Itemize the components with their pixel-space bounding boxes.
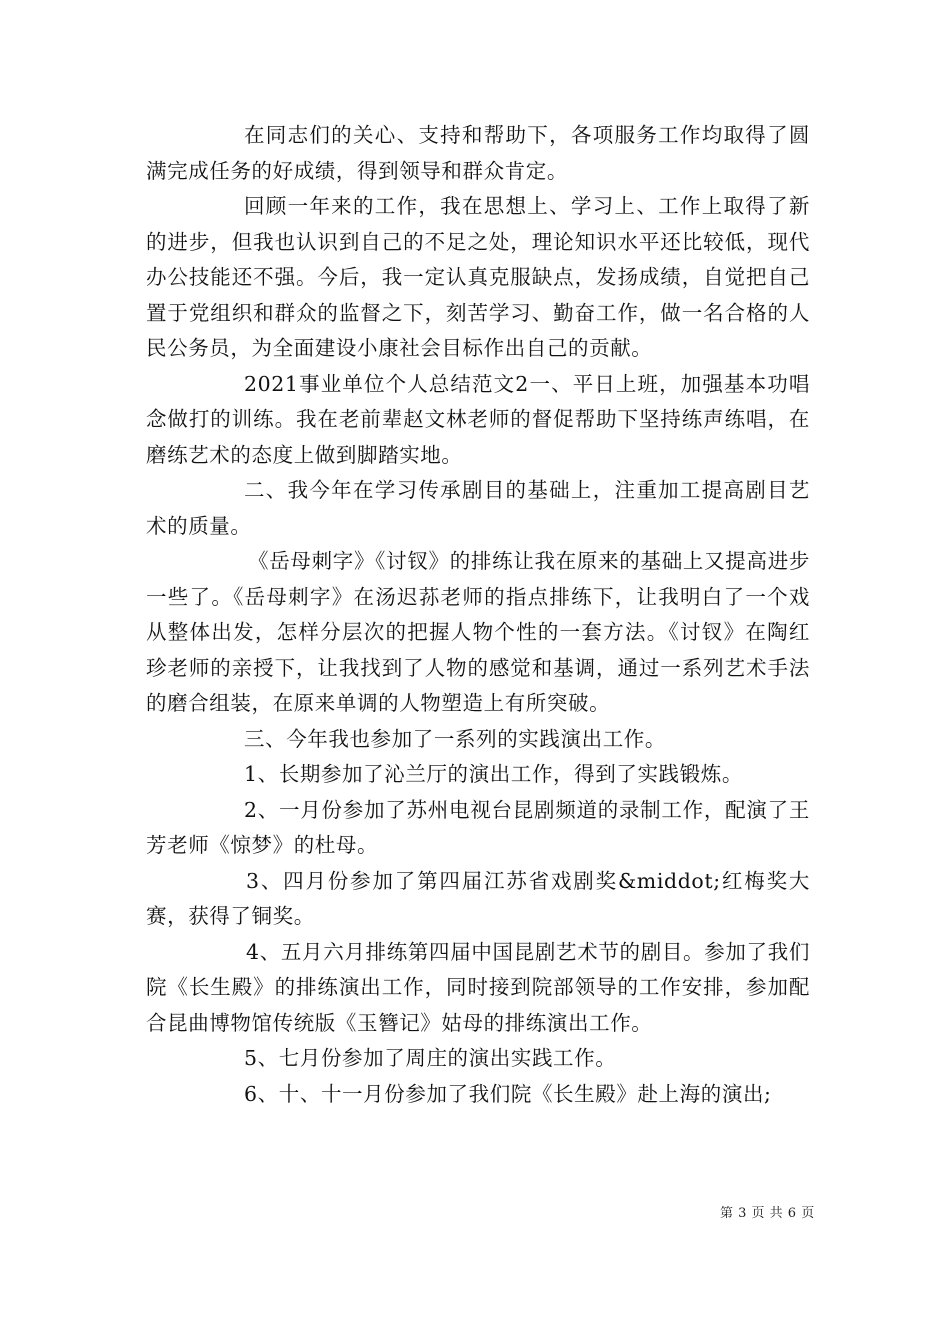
paragraph-7: 1、长期参加了沁兰厅的演出工作，得到了实践锻炼。: [244, 762, 743, 786]
paragraph-9: 3、四月份参加了第四届江苏省戏剧奖&middot;红梅奖大赛，获得了铜奖。: [146, 868, 810, 928]
paragraph-5: 《岳母刺字》《讨钗》的排练让我在原来的基础上又提高进步一些了。《岳母刺字》在汤迟荪老师的指点排练下，让我明白了一个戏从整体出发，怎样分层次的把握人物个性的一套方法。《讨钗》在陶红珍老师的亲授下，让我找到了人物的感觉和基调，通过一系列艺术手法的磨合组装，在原来单调的人物塑造上有所突破。: [146, 549, 810, 715]
document-body: [146, 118, 810, 1112]
paragraph-12: 6、十、十一月份参加了我们院《长生殿》赴上海的演出;: [244, 1081, 772, 1106]
paragraph-4: 二、我今年在学习传承剧目的基础上，注重加工提高剧目艺术的质量。: [146, 478, 810, 538]
paragraph-2: 回顾一年来的工作，我在思想上、学习上、工作上取得了新的进步，但我也认识到自己的不足之处，理论知识水平还比较低，现代办公技能还不强。今后，我一定认真克服缺点，发扬成绩，自觉把自己置于党组织和群众的监督之下，刻苦学习、勤奋工作，做一名合格的人民公务员，为全面建设小康社会目标作出自己的贡献。: [146, 194, 810, 360]
paragraph-6: 三、今年我也参加了一系列的实践演出工作。: [244, 726, 666, 751]
page-number-footer: 第 3 页 共 6 页: [720, 1206, 815, 1221]
paragraph-3: 2021事业单位个人总结范文2一、平日上班，加强基本功唱念做打的训练。我在老前辈赵文林老师的督促帮助下坚持练声练唱，在磨练艺术的态度上做到脚踏实地。: [146, 371, 810, 467]
paragraph-1: 在同志们的关心、支持和帮助下，各项服务工作均取得了圆满完成任务的好成绩，得到领导和群众肯定。: [146, 123, 810, 183]
paragraph-8: 2、一月份参加了苏州电视台昆剧频道的录制工作，配演了王芳老师《惊梦》的杜母。: [146, 797, 810, 857]
paragraph-11: 5、七月份参加了周庄的演出实践工作。: [244, 1046, 617, 1070]
paragraph-10: 4、五月六月排练第四届中国昆剧艺术节的剧目。参加了我们院《长生殿》的排练演出工作，同时接到院部领导的工作安排，参加配合昆曲博物馆传统版《玉簪记》姑母的排练演出工作。: [146, 939, 810, 1035]
